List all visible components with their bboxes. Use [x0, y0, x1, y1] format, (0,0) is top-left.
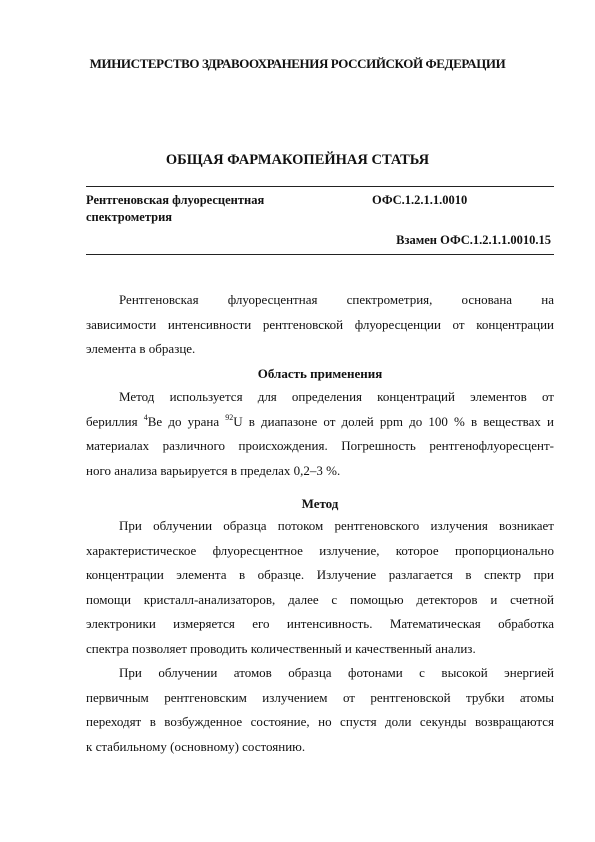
intro-paragraph [86, 288, 554, 362]
intro-line: зависимости интенсивности рентгеновской флуоресценции от концентрации [86, 316, 554, 332]
method-paragraph-1 [86, 514, 554, 661]
method-line: концентрации элемента в образце. Излучение разлагается в спектр при [86, 567, 554, 582]
method-line: При облучении атомов образца фотонами с высокой энергией [119, 665, 554, 680]
article-name-line2: спектрометрия [86, 210, 173, 224]
uranium-symbol: U [233, 413, 243, 429]
ministry-heading: МИНИСТЕРСТВО ЗДРАВООХРАНЕНИЯ РОССИЙСКОЙ ФЕДЕРАЦИИ [89, 56, 506, 71]
article-name [86, 192, 264, 226]
intro-line: Рентгеновская флуоресцентная спектрометрия, основана на [119, 292, 554, 307]
method-heading: Метод [301, 496, 339, 511]
scope-heading: Область применения [257, 366, 383, 381]
beryllium-symbol: Be [147, 413, 163, 429]
scope-line: Метод используется для определения концентраций элементов от [119, 389, 554, 404]
scope-text: бериллия [86, 413, 144, 429]
document-title: ОБЩАЯ ФАРМАКОПЕЙНАЯ СТАТЬЯ [165, 152, 430, 168]
method-line: первичным рентгеновским излучением от рентгеновской трубки атомы [86, 689, 554, 705]
article-code: ОФС.1.2.1.1.0010 [372, 193, 468, 207]
scope-line: ного анализа варьируется в пределах 0,2–3 %. [86, 462, 341, 478]
header-rule-bottom [86, 254, 554, 255]
method-line: к стабильному (основному) состоянию. [86, 738, 306, 754]
scope-text: в диапазоне от долей ppm до 100 % в веществах и [242, 413, 554, 429]
method-line: При облучении образца потоком рентгеновского излучения возникает [119, 518, 554, 533]
method-line: помощи кристалл-анализаторов, далее с помощью детекторов и счетной [86, 591, 554, 607]
scope-text: до урана [162, 413, 226, 429]
replaces-code: Взамен ОФС.1.2.1.1.0010.15 [396, 233, 551, 247]
intro-line: элемента в образце. [86, 341, 196, 356]
method-line: электроники измеряется его интенсивность. Математическая обработка [86, 616, 554, 631]
beryllium-number: 4 [143, 412, 148, 422]
method-line: характеристическое флуоресцентное излучение, которое пропорционально [86, 542, 554, 558]
scope-line: материалах различного происхождения. Погрешность рентгенофлуоресцент- [86, 438, 554, 453]
uranium-number: 92 [225, 412, 234, 422]
article-name-line1: Рентгеновская флуоресцентная [86, 193, 265, 207]
method-line: переходят в возбужденное состояние, но спустя доли секунды возвращаются [86, 714, 554, 729]
header-rule-top [86, 186, 554, 187]
scope-line [86, 410, 554, 435]
method-line: спектра позволяет проводить количественный и качественный анализ. [86, 640, 476, 656]
scope-paragraph [86, 385, 554, 483]
method-paragraph-2 [86, 661, 554, 759]
